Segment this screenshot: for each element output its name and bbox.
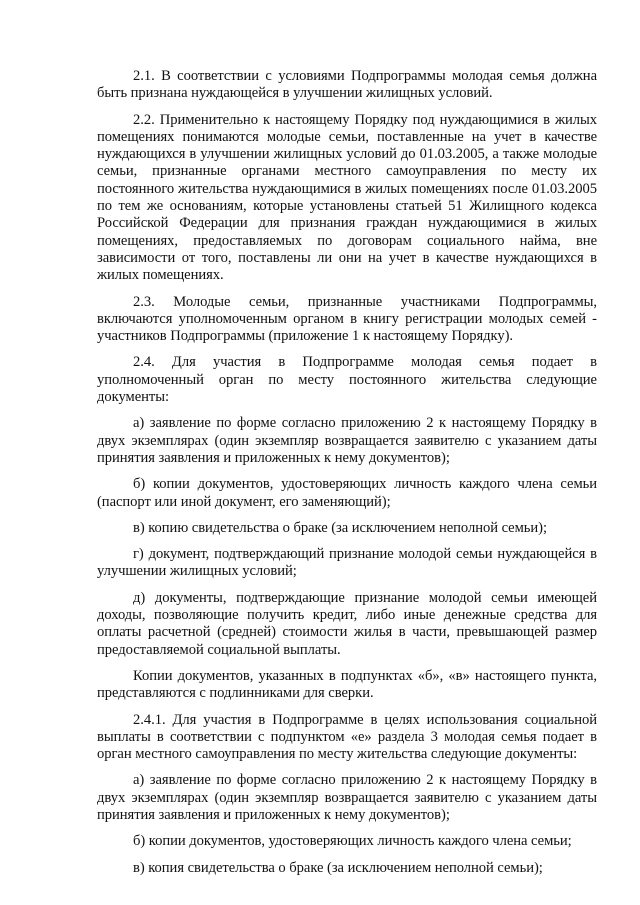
paragraph-2-4-g: г) документ, подтверждающий признание молодой семьи нуждающейся в улучшении жилищных условий; [97, 546, 597, 580]
paragraph-2-4-v: в) копию свидетельства о браке (за исключением неполной семьи); [133, 519, 547, 536]
paragraph-2-4-1-b: б) копии документов, удостоверяющих личность каждого члена семьи; [133, 833, 572, 850]
paragraph-2-4-a: а) заявление по форме согласно приложению 2 к настоящему Порядку в двух экземплярах (один экземпляр возвращается заявителю с указанием даты принятия заявления и приложенных к нему документов); [97, 415, 597, 466]
paragraph-2-2: 2.2. Применительно к настоящему Порядку под нуждающимися в жилых помещениях понимаются молодые семьи, поставленные на учет в качестве нуждающихся в улучшении жилищных условий до 01.03.2005, а также молодые семьи, признанные органами местного самоуправления по месту их постоянного жительства нуждающимися в жилых помещениях после 01.03.2005 по тем же основаниям, которые установлены статьей 51 Жилищного кодекса Российской Федерации для признания граждан нуждающимися в жилых помещениях, предоставляемых по договорам социального найма, вне зависимости от того, поставлены ли они на учет в качестве нуждающихся в жилых помещениях. [97, 111, 597, 284]
document-page [97, 68, 597, 886]
paragraph-2-4-d: д) документы, подтверждающие признание молодой семьи имеющей доходы, позволяющие получить кредит, либо иные денежные средства для оплаты расчетной (средней) стоимости жилья в части, превышающей размер предоставляемой социальной выплаты. [97, 589, 597, 658]
paragraph-2-3: 2.3. Молодые семьи, признанные участниками Подпрограммы, включаются уполномоченным органом в книгу регистрации молодых семей - участников Подпрограммы (приложение 1 к настоящему Порядку). [97, 293, 597, 345]
paragraph-2-4-1: 2.4.1. Для участия в Подпрограмме в целях использования социальной выплаты в соответствии с подпунктом «е» раздела 3 молодая семья подает в орган местного самоуправления по месту жительства следующие документы: [97, 711, 597, 763]
paragraph-2-4: 2.4. Для участия в Подпрограмме молодая семья подает в уполномоченный орган по месту постоянного жительства следующие документы: [97, 354, 597, 406]
paragraph-copies-note: Копии документов, указанных в подпунктах «б», «в» настоящего пункта, представляются с подлинниками для сверки. [97, 667, 597, 702]
paragraph-2-4-b: б) копии документов, удостоверяющих личность каждого члена семьи (паспорт или иной документ, его заменяющий); [97, 476, 597, 510]
paragraph-2-4-1-a: а) заявление по форме согласно приложению 2 к настоящему Порядку в двух экземплярах (один экземпляр возвращается заявителю с указанием даты принятия заявления и приложенных к нему документов); [97, 772, 597, 823]
paragraph-2-1: 2.1. В соответствии с условиями Подпрограммы молодая семья должна быть признана нуждающейся в улучшении жилищных условий. [97, 68, 597, 102]
paragraph-2-4-1-v: в) копия свидетельства о браке (за исключением неполной семьи); [133, 859, 543, 876]
